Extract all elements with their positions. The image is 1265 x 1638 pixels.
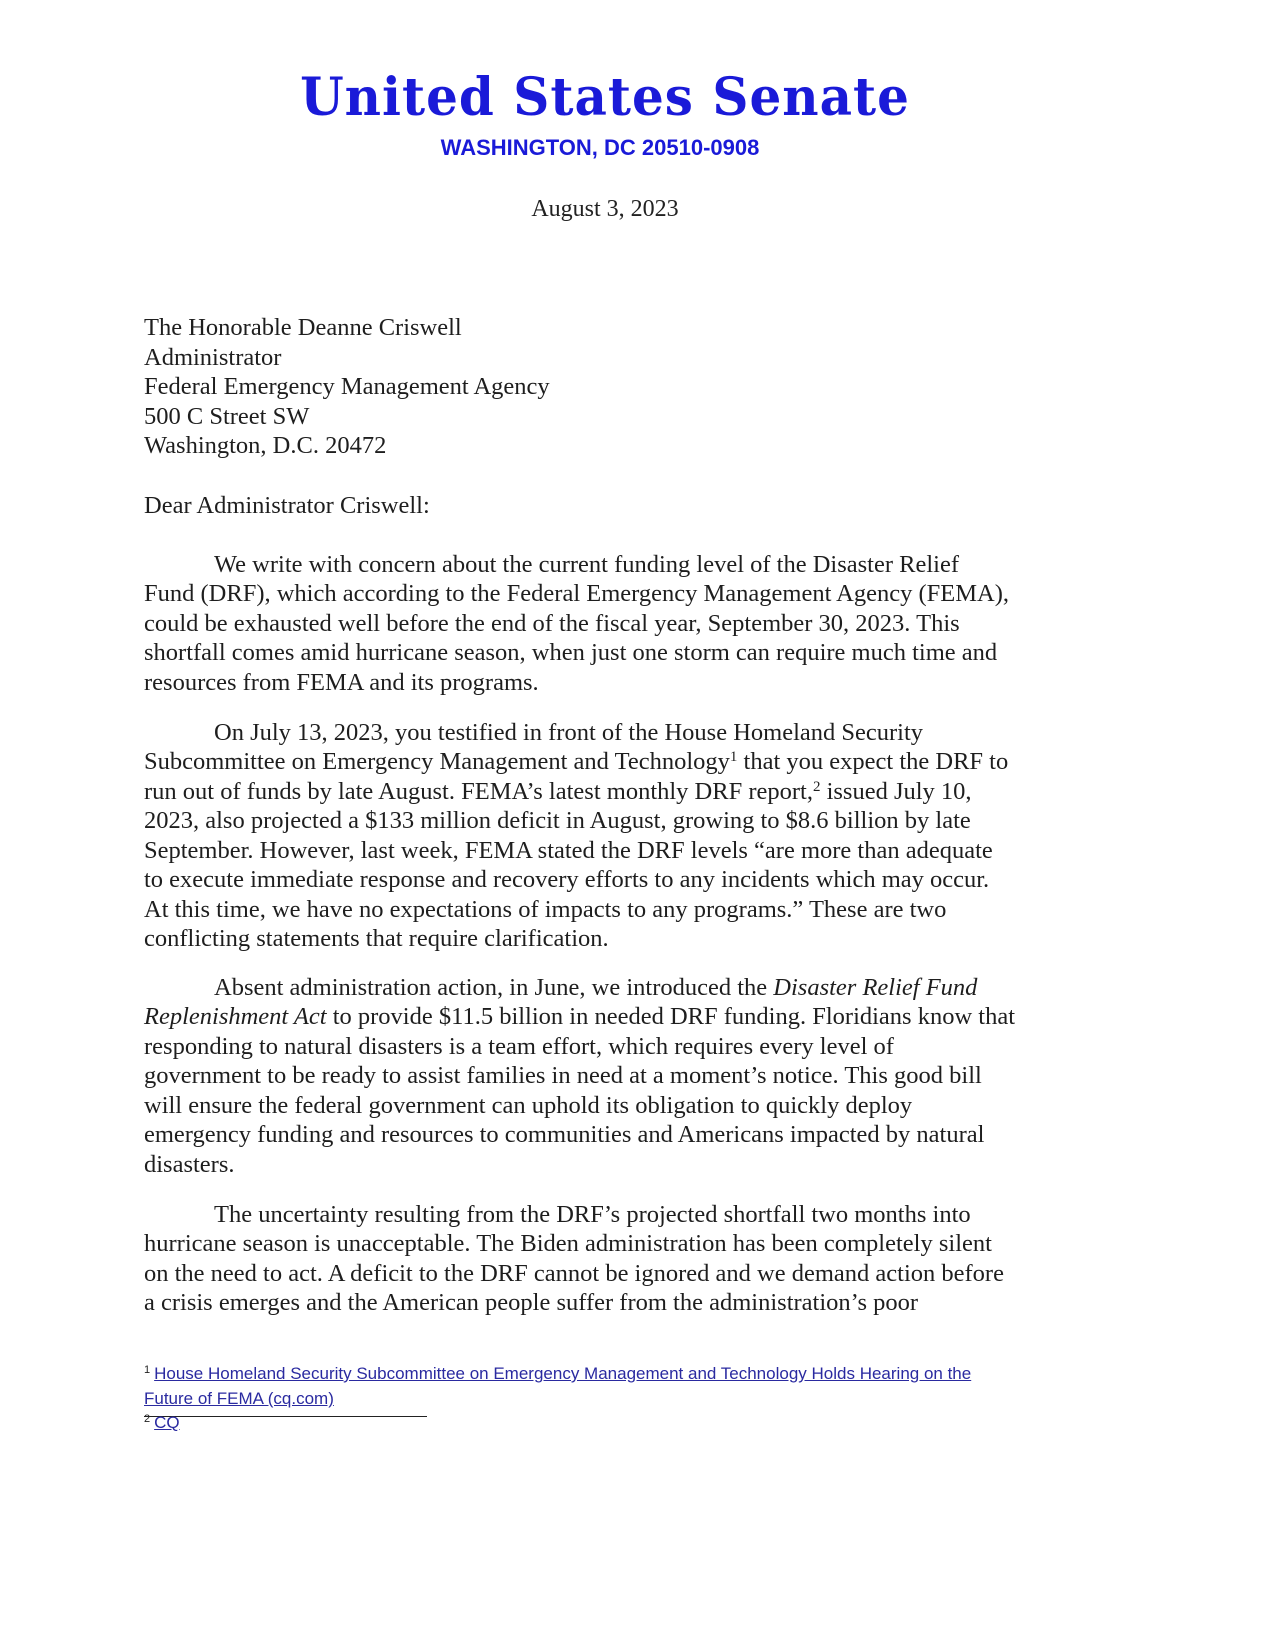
- recipient-title: Administrator: [144, 344, 282, 371]
- line-text: issued July 10,: [820, 778, 972, 805]
- footnote-number: 2: [144, 1413, 151, 1425]
- paragraph-2-line: conflicting statements that require clarification.: [144, 925, 609, 952]
- paragraph-3-line: [144, 1002, 1015, 1032]
- salutation: Dear Administrator Criswell:: [144, 492, 430, 519]
- line-text: Absent administration action, in June, we introduced the: [214, 974, 774, 1001]
- paragraph-1-line: shortfall comes amid hurricane season, when just one storm can require much time and: [144, 639, 998, 666]
- paragraph-1-line: could be exhausted well before the end of the fiscal year, September 30, 2023. This: [144, 610, 960, 637]
- recipient-street: 500 C Street SW: [144, 403, 310, 430]
- paragraph-2-line: [144, 777, 972, 807]
- paragraph-2-line: At this time, we have no expectations of impacts to any programs.” These are two: [144, 896, 947, 923]
- paragraph-3-line: [214, 973, 977, 1003]
- paragraph-3-line: will ensure the federal government can uphold its obligation to quickly deploy: [144, 1092, 913, 1119]
- recipient-city: Washington, D.C. 20472: [144, 432, 387, 459]
- footnote-ref-2[interactable]: 2: [812, 779, 821, 795]
- footnote-2-link[interactable]: CQ: [154, 1413, 180, 1432]
- paragraph-3-line: responding to natural disasters is a team effort, which requires every level of: [144, 1033, 894, 1060]
- line-text: run out of funds by late August. FEMA’s latest monthly DRF report,: [144, 778, 813, 805]
- paragraph-2-line: September. However, last week, FEMA stated the DRF levels “are more than adequate: [144, 837, 993, 864]
- bill-title: Disaster Relief Fund: [773, 974, 978, 1001]
- footnote-1: [144, 1362, 971, 1386]
- footnote-1-continued: [144, 1387, 334, 1411]
- paragraph-4-line: hurricane season is unacceptable. The Biden administration has been completely silent: [144, 1230, 992, 1257]
- letter-date: August 3, 2023: [531, 196, 679, 222]
- footnote-ref-1[interactable]: 1: [729, 749, 738, 765]
- paragraph-2-line: On July 13, 2023, you testified in front of the House Homeland Security: [214, 719, 924, 746]
- footnote-number: 1: [144, 1364, 151, 1376]
- paragraph-3-line: disasters.: [144, 1151, 235, 1178]
- paragraph-2-line: 2023, also projected a $133 million deficit in August, growing to $8.6 billion by late: [144, 807, 971, 834]
- paragraph-2-line: [144, 747, 1008, 777]
- footnote-1-link-continued[interactable]: Future of FEMA (cq.com): [144, 1389, 334, 1408]
- footnote-divider: [144, 1416, 427, 1417]
- line-text: Subcommittee on Emergency Management and Technology: [144, 748, 730, 775]
- paragraph-1-line: resources from FEMA and its programs.: [144, 669, 539, 696]
- paragraph-3-line: government to be ready to assist families in need at a moment’s notice. This good bill: [144, 1062, 982, 1089]
- line-text: that you expect the DRF to: [737, 748, 1009, 775]
- line-text: to provide $11.5 billion in needed DRF funding. Floridians know that: [326, 1003, 1016, 1030]
- footnote-1-link[interactable]: House Homeland Security Subcommittee on Emergency Management and Technology Holds Hearing on the: [154, 1364, 972, 1383]
- footnote-2: [144, 1411, 180, 1435]
- letterhead-address: WASHINGTON, DC 20510-0908: [440, 135, 760, 160]
- paragraph-2-line: to execute immediate response and recovery efforts to any incidents which may occur.: [144, 866, 990, 893]
- paragraph-1-line: We write with concern about the current funding level of the Disaster Relief: [214, 551, 960, 578]
- recipient-agency: Federal Emergency Management Agency: [144, 373, 550, 400]
- paragraph-1-line: Fund (DRF), which according to the Federal Emergency Management Agency (FEMA),: [144, 580, 1010, 607]
- paragraph-4-line: on the need to act. A deficit to the DRF cannot be ignored and we demand action before: [144, 1260, 1004, 1287]
- paragraph-4-line: a crisis emerges and the American people suffer from the administration’s poor: [144, 1289, 919, 1316]
- paragraph-3-line: emergency funding and resources to communities and Americans impacted by natural: [144, 1121, 985, 1148]
- paragraph-4-line: The uncertainty resulting from the DRF’s projected shortfall two months into: [214, 1201, 971, 1228]
- letterhead-title: United States Senate: [300, 65, 910, 128]
- recipient-name: The Honorable Deanne Criswell: [144, 314, 462, 341]
- bill-title: Replenishment Act: [144, 1003, 327, 1030]
